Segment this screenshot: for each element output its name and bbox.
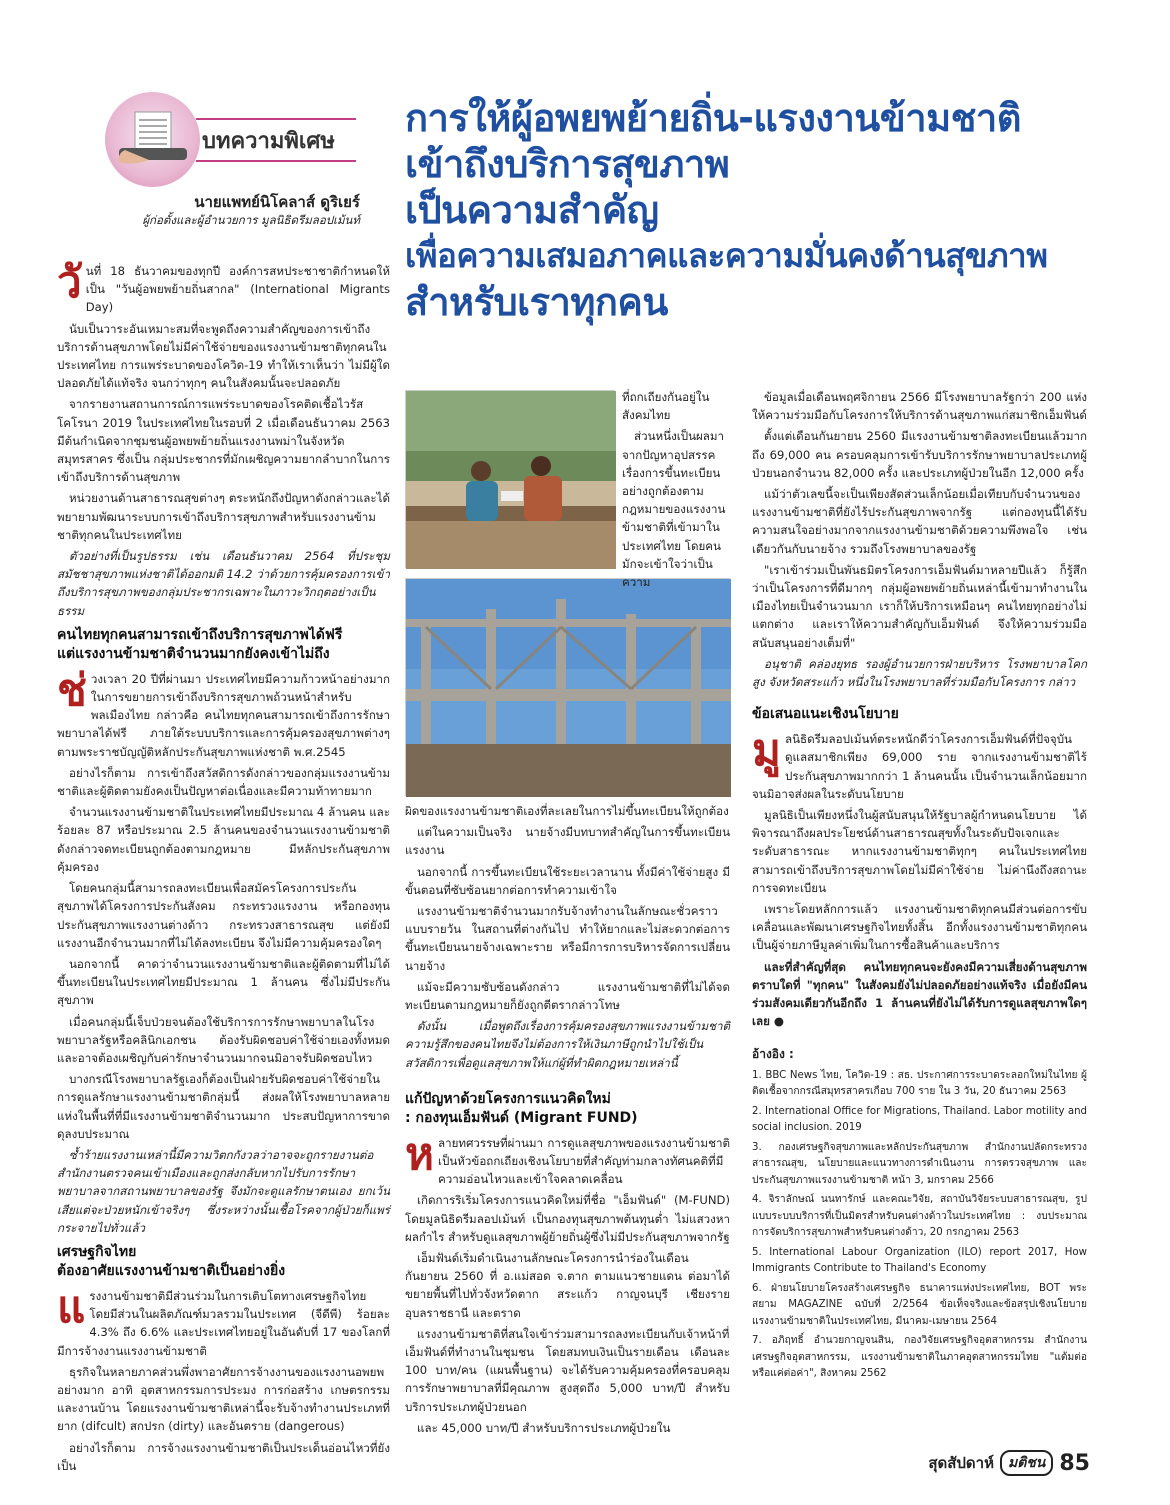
- paragraph: แม้จะมีความซับซ้อนดังกล่าว แรงงานข้ามชาติที่ไม่ได้จดทะเบียนตามกฎหมายก็ยังถูกตีตรากล่าวโทษ: [405, 979, 730, 1013]
- reference-item: 1. BBC News ไทย, โควิด-19 : สธ. ประกาศการระบาดระลอกใหม่ในไทย ผู้ติดเชื้อจากกรณีสมุทรสาครเกือบ 700 ราย ใน 3 วัน, 20 ธันวาคม 2563: [752, 1069, 1087, 1097]
- paragraph: แรงงานข้ามชาติจำนวนมากรับจ้างทำงานในลักษณะชั่วคราวแบบรายวัน ในสถานที่ต่างกันไป ทำให้ยากและไม่สะดวกต่อการขึ้นทะเบียนนายจ้างเฉพาะราย หรือมีการการบริหารจัดการเปลี่ยนนายจ้าง: [405, 904, 730, 973]
- construction-site-photo: [405, 578, 730, 796]
- health-worker-interview-photo: [405, 390, 615, 568]
- paragraph: อนุชาติ คล่องยุทธ รองผู้อำนวยการฝ่ายบริหาร โรงพยาบาลโคกสูง จังหวัดสระแก้ว หนึ่งในโรงพยาบาลที่ร่วมมือกับโครงการ กล่าว: [752, 656, 1087, 690]
- page-number: 85: [1059, 1450, 1090, 1476]
- author-title: ผู้ก่อตั้งและผู้อำนวยการ มูลนิธิดรีมลอปเม้นท์: [142, 213, 360, 227]
- paragraph: เกิดการริเริ่มโครงการแนวคิดใหม่ที่ชื่อ "เอ็มฟันด์" (M-FUND) โดยมูลนิธิดรีมลอปเม้นท์ เป็นกองทุนสุขภาพต้นทุนต่ำ ไม่แสวงหาผลกำไร สำหรับดูแลสุขภาพผู้ย้ายถิ่นผู้ซึ่งไม่มีประกันสุขภาพจากรัฐ: [405, 1193, 730, 1244]
- paragraph: มูลนิธิเป็นเพียงหนึ่งในผู้สนับสนุนให้รัฐบาลผู้กำหนดนโยบาย ได้พิจารณาถึงผลประโยชน์ด้านสาธารณสุขทั้งในระดับปัจเจกและระดับสาธารณะ หากแรงงานข้ามชาติทุกๆ คนในประเทศไทยสามารถเข้าถึงบริการสุขภาพโดยไม่มีค่าใช้จ่าย ไม่ค่านึงถึงสถานะการจดทะเบียน: [752, 808, 1087, 895]
- paragraph: หลายทศวรรษที่ผ่านมา การดูแลสุขภาพของแรงงานข้ามชาติเป็นหัวข้อถกเถียงเชิงนโยบายที่สำคัญท่ามกลางทัศนคติที่มีความอ่อนไหวและเข้าใจคลาดเคลื่อน: [405, 1128, 730, 1187]
- paragraph: วันที่ 18 ธันวาคมของทุกปี องค์การสหประชาชาติกำหนดให้เป็น "วันผู้อพยพย้ายถิ่นสากล" (International Migrants Day): [57, 257, 390, 315]
- paragraph: อย่างไรก็ตาม การจ้างแรงงานข้ามชาติเป็นประเด็นอ่อนไหวที่ยังเป็น: [57, 1440, 390, 1473]
- paragraph: ซ้ำร้ายแรงงานเหล่านี้มีความวิตกกังวลว่าอาจจะถูกรายงานต่อสำนักงานตรวจคนเข้าเมืองและถูกส่งกลับหากไปรับการรักษาพยาบาลจากสถานพยาบาลของรัฐ จึงมักจะดูแลรักษาตนเอง ยกเว้นเสียแต่จะป่วยหนักเข้าจริงๆ ซึ่งระหว่างนั้นเชื้อโรคจากผู้ป่วยก็แพร่กระจายไปทั่วแล้ว: [57, 1147, 390, 1235]
- section-label-box: [196, 118, 356, 162]
- paragraph: โดยคนกลุ่มนี้สามารถลงทะเบียนเพื่อสมัครโครงการประกันสุขภาพได้โครงการประกันสังคม กระทรวงแรงงาน หรือกองทุนประกันสุขภาพแรงงานต่างด้าว กระทรวงสาธารณสุข แต่ยังมีแรงงานอีกจำนวนมากที่ไม่ได้ลงทะเบียน จึงไม่มีความคุ้มครองใดๆ: [57, 881, 390, 950]
- paragraph: ที่ถกเถียงกันอยู่ในสังคมไทย: [622, 390, 710, 423]
- title-line: เป็นความสำคัญ: [405, 188, 659, 232]
- paragraph: ช่วงเวลา 20 ปีที่ผ่านมา ประเทศไทยมีความก้าวหน้าอย่างมากในการขยายการเข้าถึงบริการสุขภาพถ้วนหน้าสำหรับพลเมืองไทย กล่าวคือ คนไทยทุกคนสามารถเข้าถึงการรักษาพยาบาลได้ฟรี ภายใต้ระบบบริการและการคุ้มครองสุขภาพต่างๆ ตามพระราชบัญญัติหลักประกันสุขภาพแห่งชาติ พ.ศ.2545: [57, 664, 390, 759]
- title-line: การให้ผู้อพยพย้ายถิ่น-แรงงานข้ามชาติ: [405, 96, 1021, 140]
- column-3: [752, 388, 1087, 1438]
- paragraph: จำนวนแรงงานข้ามชาติในประเทศไทยมีประมาณ 4 ล้านคน และร้อยละ 87 หรือประมาณ 2.5 ล้านคนของจำนวนแรงงานข้ามชาติดังกล่าวจดทะเบียนถูกต้องตามกฎหมาย มีหลักประกันสุขภาพคุ้มครอง: [57, 805, 390, 874]
- paragraph: แต่ในความเป็นจริง นายจ้างมีบทบาทสำคัญในการขึ้นทะเบียนแรงงาน: [405, 825, 730, 858]
- brand-logo: มติชน: [1000, 1450, 1053, 1476]
- section-heading: ข้อเสนอแนะเชิงนโยบาย: [752, 706, 899, 723]
- paragraph: ตั้งแต่เดือนกันยายน 2560 มีแรงงานข้ามชาติลงทะเบียนแล้วมากถึง 69,000 คน ครอบคลุมการเข้ารับบริการรักษาพยาบาลประเภทผู้ป่วยนอกจำนวน 82,000 ครั้ง และประเภทผู้ป่วยในอีก 12,000 ครั้ง: [752, 429, 1087, 480]
- paragraph: แม้ว่าตัวเลขนี้จะเป็นเพียงสัดส่วนเล็กน้อยเมื่อเทียบกับจำนวนของแรงงานข้ามชาติที่ยังไร้ประกันสุขภาพจากรัฐ แต่กองทุนนี้ได้รับความสนใจอย่างมากจากแรงงานข้ามชาติด้วยความพึงพอใจ เช่นเดียวกันกับนายจ้าง รวมถึงโรงพยาบาลของรัฐ: [752, 487, 1087, 556]
- drop-cap: ห: [405, 1128, 435, 1180]
- column-2: [405, 802, 730, 1452]
- paragraph: เมื่อคนกลุ่มนี้เจ็บป่วยจนต้องใช้บริการการรักษาพยาบาลในโรงพยาบาลรัฐหรือคลินิกเอกชน ต้องรับผิดชอบค่าใช้จ่ายเองทั้งหมด และอาจต้องเผชิญกับค่ารักษาจำนวนมากจนมิอาจรับผิดชอบไหว: [57, 1014, 390, 1065]
- reference-item: 2. International Office for Migrations, Thailand. Labor motility and social inclusion. 2019: [752, 1105, 1087, 1133]
- title-line: เข้าถึงบริการสุขภาพ: [405, 142, 730, 186]
- section-badge: [105, 92, 200, 187]
- paragraph: นับเป็นวาระอันเหมาะสมที่จะพูดถึงความสำคัญของการเข้าถึงบริการด้านสุขภาพโดยไม่มีค่าใช้จ่ายของแรงงานข้ามชาติทุกคนในประเทศไทย การแพร่ระบาดของโควิด-19 ทำให้เราเห็นว่า ไม่มีผู้ใดปลอดภัยได้แท้จริง จนกว่าทุกๆ คนในสังคมนั้นจะปลอดภัย: [57, 321, 390, 391]
- reference-item: 4. จิราลักษณ์ นนทารักษ์ และคณะวิจัย, สถาบันวิจัยระบบสาธารณสุข, รูปแบบระบบบริการที่เป็นมิตรสำหรับคนต่างด้าวในประเทศไทย : งบประมาณการจัดบริการสุขภาพสำหรับคนต่างด้าว, 20 กรกฎาคม 2563: [752, 1194, 1087, 1238]
- drop-cap: วั: [57, 257, 82, 308]
- paragraph: เพราะโดยหลักการแล้ว แรงงานข้ามชาติทุกคนมีส่วนต่อการขับเคลื่อนและพัฒนาเศรษฐกิจไทยทั้งสิ้น อีกทั้งแรงงานข้ามชาติทุกคนเป็นผู้จ่ายภาษีมูลค่าเพิ่มในการซื้อสินค้าและบริการ: [752, 902, 1087, 953]
- paragraph: ข้อมูลเมื่อเดือนพฤศจิกายน 2566 มีโรงพยาบาลรัฐกว่า 200 แห่ง ให้ความร่วมมือกับโครงการให้บริการด้านสุขภาพแก่สมาชิกเอ็มฟันด์: [752, 390, 1087, 423]
- section-heading: เศรษฐกิจไทย ต้องอาศัยแรงงานข้ามชาติเป็นอย่างยิ่ง: [57, 1243, 286, 1279]
- paragraph: มูลนิธิดรีมลอปเม้นท์ตระหนักดีว่าโครงการเอ็มฟันด์ที่ปัจจุบันดูแลสมาชิกเพียง 69,000 ราย จากแรงงานข้ามชาติไร้ประกันสุขภาพมากกว่า 1 ล้านคนนั้น เป็นจำนวนเล็กน้อยมากจนมิอาจส่งผลในระดับนโยบาย: [752, 725, 1087, 801]
- paragraph: ธุรกิจในหลายภาคส่วนพึ่งพาอาศัยการจ้างงานของแรงงานอพยพอย่างมาก อาทิ อุตสาหกรรมการประมง การก่อสร้าง เกษตรกรรม และงานบ้าน โดยแรงงานข้ามชาติเหล่านี้จะรับจ้างทำงานประเภทที่ยาก (difcult) สกปรก (dirty) และอันตราย (dangerous): [57, 1364, 390, 1434]
- title-line: เพื่อความเสมอภาคและความมั่นคงด้านสุขภาพ: [405, 236, 1048, 275]
- column-1: [57, 257, 390, 1473]
- paragraph: เอ็มฟันด์เริ่มดำเนินงานลักษณะโครงการนำร่องในเดือนกันยายน 2560 ที่ อ.แม่สอด จ.ตาก ตามแนวชายแดน ต่อมาได้ขยายพื้นที่ไปทั่วจังหวัดตาก สระแก้ว กาญจนบุรี เชียงราย อุบลราชธานี และตราด: [405, 1251, 730, 1320]
- paragraph: ผิดของแรงงานข้ามชาติเองที่ละเลยในการไม่ขึ้นทะเบียนให้ถูกต้อง: [405, 804, 729, 818]
- paragraph: นอกจากนี้ การขึ้นทะเบียนใช้ระยะเวลานาน ทั้งมีค่าใช้จ่ายสูง มีขั้นตอนที่ซับซ้อนยากต่อการทำความเข้าใจ: [405, 864, 730, 897]
- paragraph: และ 45,000 บาท/ปี สำหรับบริการประเภทผู้ป่วยใน: [417, 1420, 671, 1435]
- paragraph: แรงงานข้ามชาติมีส่วนร่วมในการเติบโตทางเศรษฐกิจไทย โดยมีส่วนในผลิตภัณฑ์มวลรวมในประเทศ (จีดีพี) ร้อยละ 4.3% ถึง 6.6% และประเทศไทยอยู่ในอันดับที่ 17 ของโลกที่มีการจ้างงานแรงงานข้ามชาติ: [57, 1281, 390, 1358]
- paragraph: และที่สำคัญที่สุด คนไทยทุกคนจะยังคงมีความเสี่ยงด้านสุขภาพ ตราบใดที่ "ทุกคน" ในสังคมยังไม่ปลอดภัยอย่างแท้จริง เมื่อยังมีคนร่วมสังคมเดียวกันอีกถึง 1 ล้านคนที่ยังไม่ได้รับการดูแลสุขภาพใดๆ เลย ●: [752, 959, 1087, 1029]
- drop-cap: แ: [57, 1281, 86, 1333]
- author-name: นายแพทย์นิโคลาส์ ดูริเยร์: [194, 193, 360, 211]
- drop-cap: มู: [752, 725, 782, 777]
- reference-item: 3. กองเศรษฐกิจสุขภาพและหลักประกันสุขภาพ สำนักงานปลัดกระทรวงสาธารณสุข, นโยบายและแนวทางการดำเนินงาน การตรวจสุขภาพ และประกันสุขภาพแรงงานข้ามชาติ หน้า 3, มกราคม 2566: [752, 1141, 1087, 1186]
- section-heading: แก้ปัญหาด้วยโครงการแนวคิดใหม่ : กองทุนเอ็มฟันด์ (Migrant FUND): [405, 1090, 638, 1126]
- newspaper-hand-icon: [105, 92, 200, 187]
- paragraph: บางกรณีโรงพยาบาลรัฐเองก็ต้องเป็นฝ่ายรับผิดชอบค่าใช้จ่ายในการดูแลรักษาแรงงานข้ามชาติกลุ่มนี้ ส่งผลให้โรงพยาบาลหลายแห่งในพื้นที่ที่มีแรงงานข้ามชาติจำนวนมาก ประสบปัญหาการขาดดุลงบประมาณ: [57, 1072, 390, 1141]
- paragraph: "เราเข้าร่วมเป็นพันธมิตรโครงการเอ็มฟันด์มาหลายปีแล้ว ก็รู้สึกว่าเป็นโครงการที่ดีมากๆ กลุ่มผู้อพยพย้ายถิ่นเหล่านี้เข้ามาทำงานในเมืองไทยเป็นจำนวนมาก เราก็ให้บริการเหมือนๆ คนไทยทุกอย่างไม่แตกต่าง และเราให้ความสำคัญกับเอ็มฟันด์ จึงให้ความร่วมมือสนับสนุนอย่างเต็มที่": [752, 562, 1087, 650]
- paragraph: ดังนั้น เมื่อพูดถึงเรื่องการคุ้มครองสุขภาพแรงงานข้ามชาติ ความรู้สึกของคนไทยจึงไม่ต้องการให้เงินภาษีถูกนำไปใช้เป็นสวัสดิการเพื่อดูแลสุขภาพให้แก่ผู้ที่ทำผิดกฎหมายเหล่านี้: [405, 1019, 730, 1070]
- section-label: บทความพิเศษ: [202, 128, 335, 154]
- reference-item: 5. International Labour Organization (ILO) report 2017, How Immigrants Contribute to Thailand's Economy: [752, 1246, 1087, 1274]
- paragraph: อย่างไรก็ตาม การเข้าถึงสวัสดิการดังกล่าวของกลุ่มแรงงานข้ามชาติและผู้ติดตามยังคงเป็นปัญหาต่อเนื่องและมีความท้าทายมาก: [57, 765, 390, 799]
- section-heading: คนไทยทุกคนสามารถเข้าถึงบริการสุขภาพได้ฟรี แต่แรงงานข้ามชาติจำนวนมากยังคงเข้าไม่ถึง: [57, 626, 343, 662]
- title-line: สำหรับเราทุกคน: [405, 280, 668, 324]
- paragraph: แรงงานข้ามชาติที่สนใจเข้าร่วมสามารถลงทะเบียนกับเจ้าหน้าที่เอ็มฟันด์ที่ทำงานในชุมชน โดยสมทบเงินเป็นรายเดือน เดือนละ 100 บาท/คน (แผนพื้นฐาน) จะได้รับความคุ้มครองที่ครอบคลุมการรักษาพยาบาลที่มีคุณภาพ สูงสุดถึง 5,000 บาท/ปี สำหรับบริการประเภทผู้ป่วยนอก: [405, 1326, 730, 1414]
- paragraph: ตัวอย่างที่เป็นรูปธรรม เช่น เดือนธันวาคม 2564 ที่ประชุมสมัชชาสุขภาพแห่งชาติได้ออกมติ 14.2 ว่าด้วยการคุ้มครองการเข้าถึงบริการสุขภาพของกลุ่มประชากรเฉพาะในภาวะวิกฤตอย่างเป็นธรรม: [57, 549, 390, 618]
- reference-item: 6. ฝ่ายนโยบายโครงสร้างเศรษฐกิจ ธนาคารแห่งประเทศไทย, BOT พระสยาม MAGAZINE ฉบับที่ 2/2564 ข้อเท็จจริงและข้อสรุปเชิงนโยบายแรงงานข้ามชาติในประเทศไทย, มีนาคม-เมษายน 2564: [752, 1282, 1087, 1327]
- paragraph: หน่วยงานด้านสาธารณสุขต่างๆ ตระหนักถึงปัญหาดังกล่าวและได้พยายามพัฒนาระบบการเข้าถึงบริการสุขภาพสำหรับแรงงานข้ามชาติทุกคนในประเทศไทย: [57, 491, 390, 542]
- page-footer: [900, 1448, 1090, 1478]
- paragraph: นอกจากนี้ คาดว่าจำนวนแรงงานข้ามชาติและผู้ติดตามที่ไม่ได้ขึ้นทะเบียนในประเทศไทยมีประมาณ 1 ล้านคน ซึ่งไม่มีประกันสุขภาพ: [57, 956, 390, 1008]
- drop-cap: ช่: [57, 664, 87, 716]
- references-title: อ้างอิง :: [752, 1046, 794, 1061]
- photo-side-text: [622, 388, 730, 590]
- paragraph: จากรายงานสถานการณ์การแพร่ระบาดของโรคติดเชื้อไวรัสโคโรนา 2019 ในประเทศไทยในรอบที่ 2 เมื่อเดือนธันวาคม 2563 มีต้นกำเนิดจากชุมชนผู้อพยพย้ายถิ่นแรงงานพม่าในจังหวัดสมุทรสาคร ซึ่งเป็น กลุ่มประชากรที่มักเผชิญความยากลำบากในการเข้าถึงบริการด้านสุขภาพ: [57, 397, 390, 485]
- paragraph: ส่วนหนึ่งเป็นผลมาจากปัญหาอุปสรรคเรื่องการขึ้นทะเบียนอย่างถูกต้องตามกฎหมายของแรงงานข้ามชาติที่เข้ามาในประเทศไทย โดยคนมักจะเข้าใจว่าเป็นความ: [622, 429, 726, 590]
- reference-item: 7. อภิฤทธิ์ อำนวยกาญจนสิน, กองวิจัยเศรษฐกิจอุตสาหกรรม สำนักงานเศรษฐกิจอุตสาหกรรม, แรงงานข้ามชาติในภาคอุตสาหกรรมไทย "แต้มต่อหรือแค่ต่อค่า", สิงหาคม 2562: [752, 1335, 1087, 1379]
- magazine-name: สุดสัปดาห์: [928, 1454, 994, 1472]
- article-title: [405, 95, 1125, 325]
